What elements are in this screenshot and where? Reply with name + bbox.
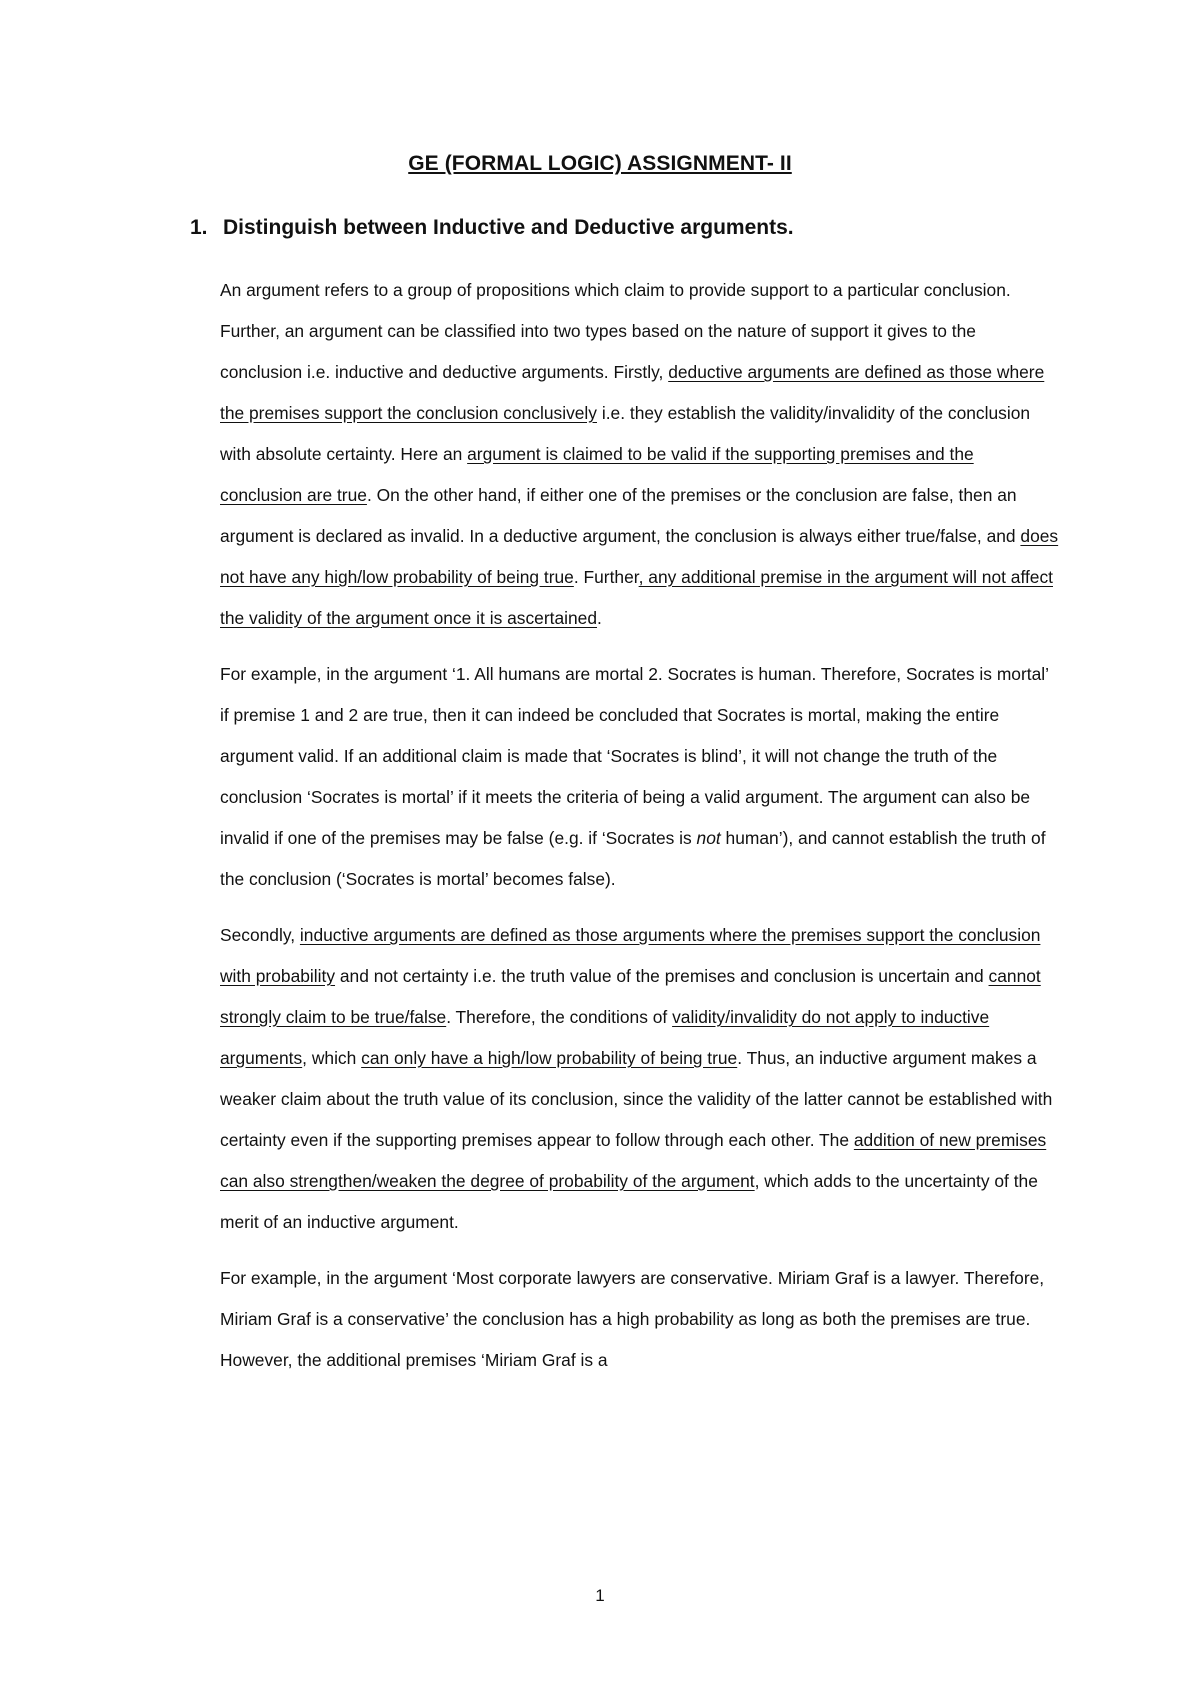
text-run: . Thus, an inductive argument makes a weaker claim about the truth value of its conclusion, since the validity of the latter cannot be established with certainty even if the supporting premises appear to follow through each other. The: [220, 1048, 1053, 1150]
underlined-phrase: inductive arguments are defined as those arguments where the premises support the conclusion with probability: [220, 925, 1041, 986]
underlined-phrase: cannot strongly claim to be true/false: [220, 966, 1041, 1027]
underlined-phrase: argument is claimed to be valid if the supporting premises and the conclusion are true: [220, 444, 974, 505]
text-run: . On the other hand, if either one of the premises or the conclusion are false, then an argument is declared as invalid. In a deductive argument, the conclusion is always either true/false, and: [220, 485, 1021, 546]
text-run: and not certainty i.e. the truth value of the premises and conclusion is uncertain and: [335, 966, 989, 986]
text-run: .: [597, 608, 602, 628]
text-run: Secondly,: [220, 925, 300, 945]
paragraph-deductive: [220, 270, 1060, 639]
text-run: i.e. they establish the validity/invalidity of the conclusion with absolute certainty. Here an: [220, 403, 1031, 464]
paragraph-inductive: [220, 915, 1060, 1243]
text-run: For example, in the argument ‘1. All humans are mortal 2. Socrates is human. Therefore, Socrates is mortal’ if premise 1 and 2 are true, then it can indeed be concluded that Socrates is mortal, making the entire argument valid. If an additional claim is made that ‘Socrates is blind’, it will not change the truth of the conclusion ‘Socrates is mortal’ if it meets the criteria of being a valid argument. The argument can also be invalid if one of the premises may be false (e.g. if ‘Socrates is: [220, 664, 1049, 848]
underlined-phrase: deductive arguments are defined as those where the premises support the conclusion conclusively: [220, 362, 1045, 423]
text-run: An argument refers to a group of propositions which claim to provide support to a particular conclusion. Further, an argument can be classified into two types based on the nature of support it gives to the conclusion i.e. inductive and deductive arguments. Firstly,: [220, 280, 1011, 382]
underlined-phrase: addition of new premises can also strengthen/weaken the degree of probability of the argument: [220, 1130, 1047, 1191]
underlined-phrase: , any additional premise in the argument will not affect the validity of the argument once it is ascertained: [220, 567, 1053, 628]
question-text: Distinguish between Inductive and Deductive arguments.: [223, 216, 794, 239]
text-run: . Further: [573, 567, 639, 587]
answer-body: [220, 270, 1060, 1396]
paragraph-inductive-example: [220, 1258, 1060, 1381]
underlined-phrase: does not have any high/low probability of being true: [220, 526, 1059, 587]
text-run: , which adds to the uncertainty of the merit of an inductive argument.: [220, 1171, 1038, 1232]
text-run: For example, in the argument ‘Most corporate lawyers are conservative. Miriam Graf is a lawyer. Therefore, Miriam Graf is a conservative’ the conclusion has a high probability as long as both the premises are true. However, the additional premises ‘Miriam Graf is a: [220, 1268, 1045, 1370]
paragraph-deductive-example: [220, 654, 1060, 900]
text-run: human’), and cannot establish the truth of the conclusion (‘Socrates is mortal’ becomes false).: [220, 828, 1046, 889]
underlined-phrase: validity/invalidity do not apply to inductive arguments: [220, 1007, 990, 1068]
underlined-phrase: can only have a high/low probability of being true: [361, 1048, 738, 1068]
page-number: 1: [595, 1586, 605, 1605]
text-run: . Therefore, the conditions of: [446, 1007, 673, 1027]
text-run: , which: [302, 1048, 362, 1068]
question-heading: [190, 216, 794, 240]
document-title: GE (FORMAL LOGIC) ASSIGNMENT- II: [408, 152, 792, 175]
question-number: 1.: [190, 216, 208, 239]
italic-word: not: [696, 828, 721, 848]
